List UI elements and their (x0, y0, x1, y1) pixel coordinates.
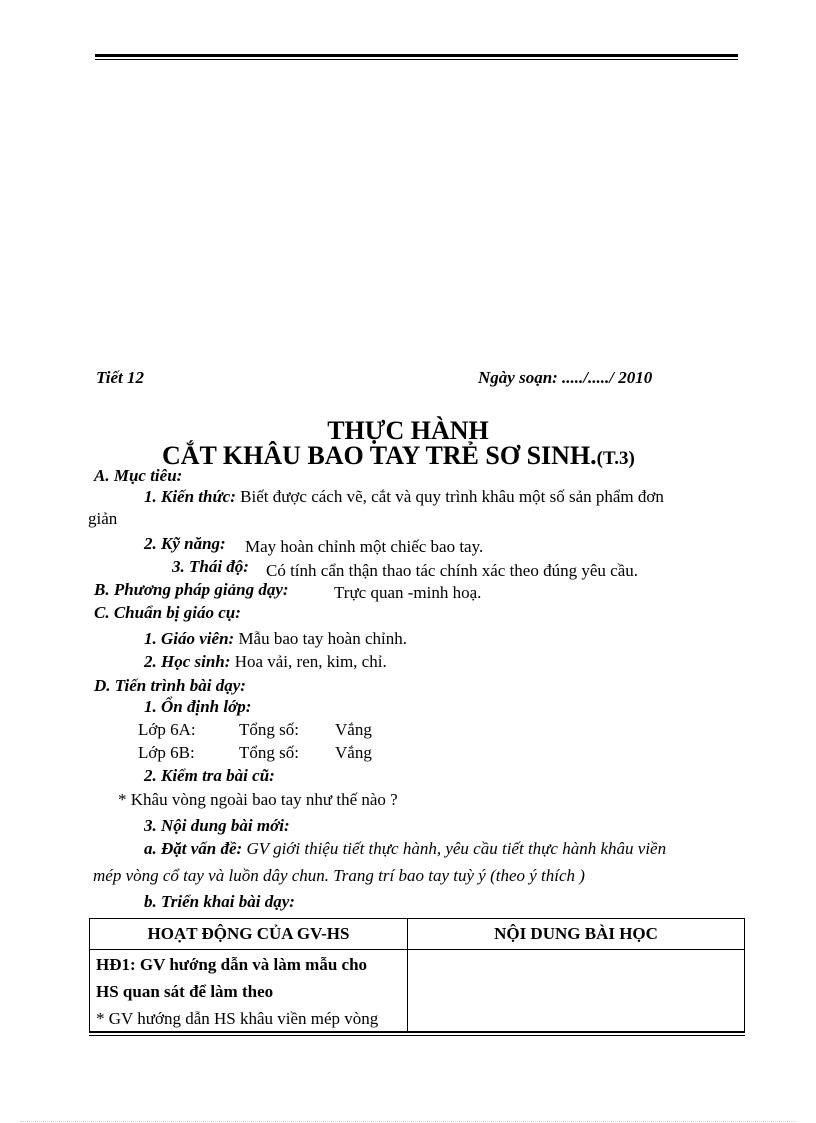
check-label: 2. Kiểm tra bài cũ: (144, 766, 275, 785)
hd1-line2: HS quan sát để làm theo (96, 982, 274, 1001)
section-b-text: Trực quan -minh hoạ. (334, 583, 482, 602)
teacher-label: 1. Giáo viên: (144, 629, 235, 648)
hd1-line1: HĐ1: GV hướng dẫn và làm mẫu cho (96, 955, 368, 974)
intro-line (144, 839, 666, 859)
section-a-heading: A. Mục tiêu: (94, 466, 183, 485)
check-text: * Khâu vòng ngoài bao tay như thế nào ? (118, 790, 398, 809)
knowledge-cont: giản (88, 509, 118, 528)
section-b-heading: B. Phương pháp giảng dạy: (94, 580, 289, 599)
skill-text: May hoàn chỉnh một chiếc bao tay. (245, 537, 484, 556)
prep-date: Ngày soạn: ...../...../ 2010 (478, 368, 653, 387)
page-subtitle (162, 441, 635, 471)
section-c-heading: C. Chuẩn bị giáo cụ: (94, 603, 241, 622)
page-title: THỰC HÀNH (327, 416, 489, 445)
bottom-rule (89, 1031, 745, 1033)
intro-cont: mép vòng cổ tay và luồn dây chun. Trang trí bao tay tuỳ ý (theo ý thích ) (93, 866, 585, 885)
attitude-text: Có tính cẩn thận thao tác chính xác theo đúng yêu cầu. (266, 561, 638, 580)
class-6b-absent: Vắng (335, 743, 372, 762)
knowledge-label: 1. Kiến thức: (144, 487, 236, 506)
attitude-label: 3. Thái độ: (172, 557, 249, 576)
lesson-number: Tiết 12 (96, 368, 144, 387)
class-6b-total: Tổng số: (239, 743, 299, 762)
class-6a-name: Lớp 6A: (138, 720, 196, 739)
top-rule (95, 54, 738, 57)
intro-label: a. Đặt vấn đề: (144, 839, 243, 858)
student-line (144, 652, 387, 672)
stabilize-label: 1. Ổn định lớp: (144, 697, 252, 716)
deploy-label: b. Triển khai bài dạy: (144, 892, 295, 911)
table-row (90, 950, 745, 1033)
student-text: Hoa vải, ren, kim, chỉ. (230, 652, 387, 671)
subtitle-suffix: (T.3) (596, 448, 635, 469)
section-d-heading: D. Tiến trình bài dạy: (94, 676, 246, 695)
knowledge-text: Biết được cách vẽ, cắt và quy trình khâu một số sản phẩm đơn (235, 487, 664, 506)
lesson-table (89, 918, 745, 1033)
bottom-rule-thin (89, 1035, 745, 1036)
page-edge-dotted (20, 1121, 796, 1122)
new-lesson-label: 3. Nội dung bài mới: (144, 816, 290, 835)
knowledge-line (144, 487, 664, 507)
teacher-line (144, 629, 407, 649)
subtitle-main: CẮT KHÂU BAO TAY TRẺ SƠ SINH. (162, 441, 597, 470)
top-rule-thin (95, 59, 738, 60)
col-content-header: NỘI DUNG BÀI HỌC (408, 919, 745, 950)
content-cell (408, 950, 745, 1033)
table-header-row (90, 919, 745, 950)
intro-text: GV giới thiệu tiết thực hành, yêu cầu tiết thực hành khâu viền (242, 839, 667, 858)
class-6a-total: Tổng số: (239, 720, 299, 739)
teacher-text: Mẫu bao tay hoàn chỉnh. (234, 629, 407, 648)
class-6b-name: Lớp 6B: (138, 743, 195, 762)
skill-label: 2. Kỹ năng: (144, 534, 226, 553)
hd1-line3: * GV hướng dẫn HS khâu viền mép vòng (96, 1009, 379, 1028)
col-activity-header: HOẠT ĐỘNG CỦA GV-HS (90, 919, 408, 950)
student-label: 2. Học sinh: (144, 652, 231, 671)
class-6a-absent: Vắng (335, 720, 372, 739)
activity-cell (90, 950, 408, 1033)
